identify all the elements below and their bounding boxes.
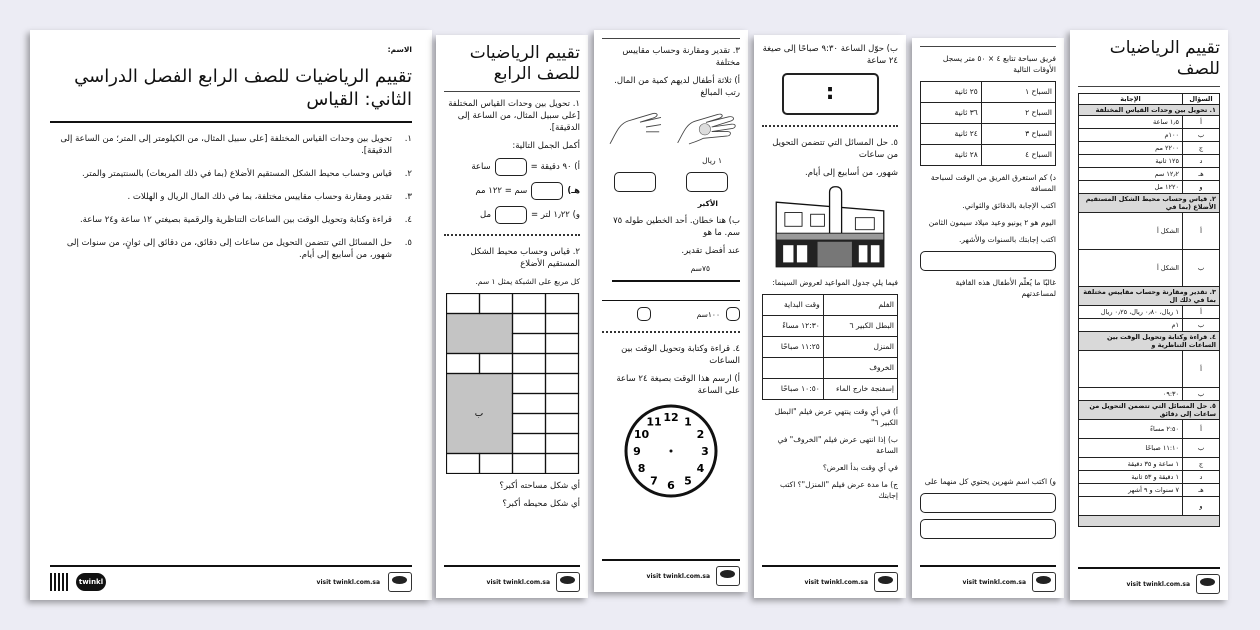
column-header: الفلم <box>823 295 897 316</box>
table-row <box>1079 142 1220 155</box>
table-row <box>763 316 898 337</box>
grid-square <box>513 434 546 454</box>
table-row <box>1079 319 1220 332</box>
question-letter: و <box>1183 181 1220 194</box>
objective-number: ١. <box>404 133 412 144</box>
question-letter: ب <box>1183 250 1220 287</box>
page-title: تقييم الرياضيات للصف الرابع الفصل الدراسي الثاني: القياس <box>74 66 412 110</box>
title-rule <box>1078 86 1220 87</box>
q1f-unit: مل <box>480 210 492 220</box>
answer-box-a[interactable] <box>495 158 527 176</box>
rhyme-space <box>920 305 1056 470</box>
grid-square <box>447 294 480 314</box>
question-3b-note: عند أفضل تقدير. <box>681 246 740 256</box>
footer-url[interactable]: visit twinkl.com.sa <box>962 578 1026 586</box>
qr-code <box>50 573 68 591</box>
section-divider <box>602 331 740 333</box>
question-letter: أ <box>1183 351 1220 388</box>
q1f-label: و) ١٫٢٢ لتر = <box>531 210 580 220</box>
schedule-intro: فيما يلي جدول المواعيد لعروض السينما: <box>772 278 898 287</box>
grid-square <box>546 354 579 374</box>
start-time-cell <box>763 358 824 379</box>
objective-item <box>50 191 412 203</box>
table-row <box>1079 497 1220 516</box>
objective-item <box>50 133 412 157</box>
question-letter: و <box>1183 497 1220 516</box>
film-cell: الخروف <box>823 358 897 379</box>
table-row <box>763 337 898 358</box>
answer-cell: ١٢٢٠ مل <box>1079 181 1183 194</box>
answer-cell: الشكل أ <box>1079 213 1183 250</box>
table-row <box>921 82 1056 103</box>
answer-cell: ١ دقيقة و ٥٣ ثانية <box>1079 471 1183 484</box>
shape-a <box>447 314 513 354</box>
answer-cell <box>1079 351 1183 388</box>
option-label-100cm: ١٠٠سم <box>696 309 720 319</box>
table-row <box>1079 181 1220 194</box>
answer-box-e[interactable] <box>920 251 1056 271</box>
grid-square <box>546 394 579 414</box>
column-header-question: السؤال <box>1183 94 1220 105</box>
instruction-text: أكمل الجمل التالية: <box>512 141 580 151</box>
section-header <box>1079 516 1220 527</box>
worksheet-page-5 <box>912 38 1064 598</box>
table-row <box>1079 484 1220 497</box>
worksheet-page-4 <box>754 35 906 598</box>
grid-square <box>546 434 579 454</box>
objective-number: ٥. <box>404 237 412 248</box>
question-d-text: د) كم استغرق الفريق من الوقت لسباحة المسافة <box>930 173 1056 193</box>
answer-box-e[interactable] <box>531 182 563 200</box>
grid-square <box>513 394 546 414</box>
answer-cell: ١٢٥ ثانية <box>1079 155 1183 168</box>
question-3-text: ٣. تقدير ومقارنة وحساب مقاييس مختلفة <box>622 46 740 68</box>
worksheet-cover-page <box>30 30 432 600</box>
line-length-label: ٧٥سم <box>690 264 710 273</box>
section-header: ٢. قياس وحساب محيط الشكل المستقيم الأضلاع (بما في <box>1079 194 1220 213</box>
mascot-logo <box>874 572 898 592</box>
table-row <box>921 103 1056 124</box>
question-3b-text: ب) هنا خطان. أحد الخطين طوله ٧٥ سم. ما هو <box>613 216 740 238</box>
top-rule <box>920 46 1056 47</box>
area-question: أي شكل مساحته أكبر؟ <box>499 481 580 491</box>
q1a-label: أ) ٩٠ دقيقة = <box>530 162 580 172</box>
square-grid <box>446 293 580 474</box>
question-letter: هـ <box>1183 168 1220 181</box>
clock-number: 12 <box>663 411 679 424</box>
table-row <box>1079 116 1220 129</box>
answer-key-page <box>1070 30 1228 600</box>
footer-url[interactable]: visit twinkl.com.sa <box>486 578 550 586</box>
table-header-row <box>763 295 898 316</box>
footer <box>50 565 412 592</box>
column-header-answer: الإجابة <box>1079 94 1183 105</box>
title-rule <box>50 121 412 123</box>
clock-number: 9 <box>633 445 641 458</box>
table-row <box>1079 351 1220 388</box>
answer-cell: ٠٩:٣٠ <box>1079 388 1183 401</box>
section-header: ١. تحويل بين وحدات القياس المختلفة <box>1079 105 1220 116</box>
largest-label: الأكبر <box>697 199 718 208</box>
answer-cell: ٢:٥٠ مساءً <box>1079 420 1183 439</box>
answer-box-f1[interactable] <box>920 493 1056 513</box>
question-f-text: و) اكتب اسم شهرين يحتوي كل منهما على <box>924 477 1056 486</box>
footer <box>602 559 740 586</box>
title-rule <box>444 91 580 92</box>
objective-text: قراءة وكتابة وتحويل الوقت بين الساعات التناظرية والرقمية بصيغتي ١٢ ساعة و٢٤ ساعة. <box>79 214 392 225</box>
swim-times-table <box>920 81 1056 166</box>
estimate-line <box>602 300 740 302</box>
answer-cell: الشكل أ <box>1079 250 1183 287</box>
worksheet-page-2 <box>436 35 588 598</box>
clock-number: 7 <box>650 474 658 488</box>
question-letter: أ <box>1183 116 1220 129</box>
column-header: وقت البداية <box>763 295 824 316</box>
grid-square <box>513 334 546 354</box>
q1e-label: هـ) <box>567 186 580 196</box>
table-row <box>1079 250 1220 287</box>
hand-image <box>604 105 664 149</box>
question-5a-text: أ) في أي وقت ينتهي عرض فيلم "البطل الكبير ٦" <box>774 407 898 427</box>
answer-cell: ١٠٠م <box>1079 129 1183 142</box>
table-row <box>1079 471 1220 484</box>
answer-box-largest[interactable] <box>686 172 728 192</box>
grid-square <box>546 454 579 474</box>
twinkl-logo: twinkl <box>76 573 106 591</box>
answer-cell: ١ ساعة و ٣٥ دقيقة <box>1079 458 1183 471</box>
question-5-text-cont: شهور، من أسابيع إلى أيام. <box>805 168 898 178</box>
time-cell: ٣٦ ثانية <box>921 103 982 124</box>
footer-url[interactable]: visit twinkl.com.sa <box>804 578 868 586</box>
question-letter: أ <box>1183 420 1220 439</box>
question-2-text: ٢. قياس وحساب محيط الشكل المستقيم الأضلاع <box>470 247 580 269</box>
answer-cell: ١١:١٠ صباحًا <box>1079 439 1183 458</box>
question-1-text: ١. تحويل بين وحدات القياس المختلفة [على سبيل المثال، من الساعة إلى الدقيقة]. <box>448 99 580 133</box>
analog-clock[interactable] <box>623 403 719 499</box>
answer-box-middle[interactable] <box>614 172 656 192</box>
film-cell: المنزل <box>823 337 897 358</box>
answer-cell: ١٫٥ ساعة <box>1079 116 1183 129</box>
grid-square <box>447 454 480 474</box>
question-5b-text-cont: في أي وقت بدأ العرض؟ <box>822 463 898 472</box>
table-row <box>1079 168 1220 181</box>
question-letter: ب <box>1183 319 1220 332</box>
grid-square <box>513 294 546 314</box>
table-row <box>1079 213 1220 250</box>
question-letter: ب <box>1183 129 1220 142</box>
top-rule <box>602 38 740 39</box>
grid-square <box>546 334 579 354</box>
footer-url[interactable]: visit twinkl.com.sa <box>316 578 380 586</box>
table-header-row <box>1079 94 1220 105</box>
clock-number: 8 <box>637 462 646 475</box>
time-cell: ٢٤ ثانية <box>921 124 982 145</box>
option-checkbox-100cm[interactable] <box>726 307 740 321</box>
mascot-logo <box>1196 574 1220 594</box>
section-row <box>1079 401 1220 420</box>
table-row <box>1079 129 1220 142</box>
question-letter: أ <box>1183 306 1220 319</box>
footer <box>920 565 1056 592</box>
start-time-cell: ١١:٢٥ صباحًا <box>763 337 824 358</box>
question-e-text: اليوم هو ٢ يونيو وعيد ميلاد سيمون الثامن <box>928 218 1056 227</box>
question-5-text: ٥. حل المسائل التي تتضمن التحويل من ساعات <box>772 138 898 160</box>
table-row <box>1079 306 1220 319</box>
section-divider <box>762 125 898 127</box>
swim-intro: فريق سباحة تتابع ٤ × ٥٠ متر يسجل الأوقات التالية <box>942 54 1056 74</box>
grid-square <box>447 354 480 374</box>
mascot-logo <box>1032 572 1056 592</box>
objective-item <box>50 168 412 180</box>
q1a-unit: ساعة <box>471 162 491 172</box>
rhyme-text: غالبًا ما يُعلّم الأطفال هذه القافية لمساعدتهم <box>955 278 1056 298</box>
q1e-text: سم = ١٢٢ مم <box>475 186 528 196</box>
mascot-logo <box>556 572 580 592</box>
answer-key-table <box>1078 93 1220 527</box>
grid-square <box>546 294 579 314</box>
mascot-logo <box>716 566 740 586</box>
answer-cell: ٢٢٠٠ مم <box>1079 142 1183 155</box>
page-title: تقييم الرياضيات للصف <box>1109 38 1220 79</box>
clock-number: 5 <box>684 474 692 488</box>
reference-line <box>612 280 740 282</box>
time-cell: ٢٨ ثانية <box>921 145 982 166</box>
objective-number: ٢. <box>404 168 412 179</box>
answer-box-f2[interactable] <box>920 519 1056 539</box>
grid-square <box>480 294 513 314</box>
answer-cell: ١ ريال، ٠٫٨٠ ريال، ٠٫٢٥ ريال <box>1079 306 1183 319</box>
question-letter: د <box>1183 155 1220 168</box>
table-row <box>1079 155 1220 168</box>
clock-number: 11 <box>646 415 662 429</box>
swimmer-cell: السباح ١ <box>981 82 1055 103</box>
objective-number: ٤. <box>404 214 412 225</box>
objectives-list <box>50 133 412 272</box>
objective-item <box>50 237 412 261</box>
clock-center <box>670 450 673 453</box>
section-header: ٤. قراءة وكتابة وتحويل الوقت بين الساعات التناظرية و <box>1079 332 1220 351</box>
swimmer-cell: السباح ٣ <box>981 124 1055 145</box>
grid-square <box>546 314 579 334</box>
section-row <box>1079 287 1220 306</box>
coin-label: ١ ريال <box>702 156 722 165</box>
name-label: الاسم: <box>387 45 412 54</box>
answer-box-f[interactable] <box>495 206 527 224</box>
section-row <box>1079 194 1220 213</box>
objective-item <box>50 214 412 226</box>
digital-clock-box[interactable] <box>782 73 879 115</box>
table-row <box>921 145 1056 166</box>
answer-cell: ١م <box>1079 319 1183 332</box>
section-row <box>1079 332 1220 351</box>
question-5c-text: ج) ما مدة عرض فيلم "المنزل"؟ اكتب إجابتك <box>780 480 898 500</box>
footer-url[interactable]: visit twinkl.com.sa <box>646 572 710 580</box>
grid-square <box>546 414 579 434</box>
question-4a-text: أ) ارسم هذا الوقت بصيغة ٢٤ ساعة على الساعة <box>616 374 740 396</box>
digital-clock-colon: : <box>825 80 835 105</box>
objective-text: حل المسائل التي تتضمن التحويل من ساعات إلى دقائق، من دقائق إلى ثوانٍ، من سنوات إلى شهور، من أسابيع إلى أيام. <box>66 237 392 260</box>
footer-url[interactable]: visit twinkl.com.sa <box>1126 580 1190 588</box>
mascot-logo <box>388 572 412 592</box>
film-cell: إسفنجة خارج الماء <box>823 379 897 400</box>
footer <box>444 565 580 592</box>
grid-square <box>546 374 579 394</box>
grid-square <box>480 454 513 474</box>
time-cell: ٢٥ ثانية <box>921 82 982 103</box>
question-letter: ج <box>1183 142 1220 155</box>
grid-square <box>480 354 513 374</box>
question-4b-text: ب) حوّل الساعة ٩:٣٠ صباحًا إلى صيغة ٢٤ ساعة <box>762 44 898 66</box>
question-letter: هـ <box>1183 484 1220 497</box>
grid-square <box>513 314 546 334</box>
objective-number: ٣. <box>404 191 412 202</box>
question-letter: ب <box>1183 439 1220 458</box>
question-letter: ب <box>1183 388 1220 401</box>
page-title: تقييم الرياضيات للصف الرابع <box>469 43 580 84</box>
question-5b-text: ب) إذا انتهى عرض فيلم "الخروف" في الساعة <box>777 435 898 455</box>
section-divider <box>444 234 580 236</box>
table-row <box>763 379 898 400</box>
clock-number: 3 <box>701 445 709 458</box>
question-letter: د <box>1183 471 1220 484</box>
answer-cell <box>1079 497 1183 516</box>
table-row <box>1079 439 1220 458</box>
clock-number: 6 <box>667 479 675 492</box>
footer <box>762 565 898 592</box>
table-row <box>921 124 1056 145</box>
objective-text: تحويل بين وحدات القياس المختلفة [على سبيل المثال، من الكيلومتر إلى المتر؛ من الساعة إلى الدقيقة]. <box>60 133 392 156</box>
table-row <box>1079 388 1220 401</box>
question-d-note: اكتب الإجابة بالدقائق والثواني. <box>962 201 1056 210</box>
section-header: ٣. تقدير ومقارنة وحساب مقاييس مختلفة بما في ذلك ال <box>1079 287 1220 306</box>
start-time-cell: ١٠:٥٠ صباحًا <box>763 379 824 400</box>
swimmer-cell: السباح ٢ <box>981 103 1055 124</box>
perimeter-question: أي شكل محيطه أكبر؟ <box>502 499 580 509</box>
film-cell: البطل الكبير ٦ <box>823 316 897 337</box>
answer-cell: ١٢٫٢ سم <box>1079 168 1183 181</box>
grid-square <box>513 454 546 474</box>
answer-cell: ٧ سنوات و ٩ أشهر <box>1079 484 1183 497</box>
question-4-text: ٤. قراءة وكتابة وتحويل الوقت بين الساعات <box>621 344 740 366</box>
objective-text: قياس وحساب محيط الشكل المستقيم الأضلاع (بما في ذلك المربعات) بالسنتيمتر والمتر. <box>81 168 392 179</box>
hand-with-coin-image <box>672 105 740 149</box>
grid-note: كل مربع على الشبكة يمثل ١ سم. <box>475 277 580 286</box>
grid-square <box>513 374 546 394</box>
swimmer-cell: السباح ٤ <box>981 145 1055 166</box>
shape-b-label: ب <box>474 409 484 419</box>
worksheet-page-3 <box>594 30 748 592</box>
question-e-note: اكتب إجابتك بالسنوات والأشهر. <box>959 235 1056 244</box>
section-header: ٥. حل المسائل التي تتضمن التحويل من ساعات إلى دقائق <box>1079 401 1220 420</box>
table-row <box>1079 420 1220 439</box>
table-row <box>1079 458 1220 471</box>
clock-number: 2 <box>696 428 705 441</box>
clock-number: 10 <box>633 428 650 441</box>
clock-number: 1 <box>684 415 692 429</box>
section-row <box>1079 516 1220 527</box>
footer <box>1078 567 1220 594</box>
start-time-cell: ١٢:٣٠ مساءً <box>763 316 824 337</box>
objective-text: تقدير ومقارنة وحساب مقاييس مختلفة، بما في ذلك المال الريال و الهللات . <box>127 191 392 202</box>
cinema-schedule-table <box>762 294 898 400</box>
question-3a-text: أ) ثلاثة أطفال لديهم كمية من المال. رتب المبالغ <box>614 76 740 98</box>
option-checkbox[interactable] <box>637 307 651 321</box>
grid-square <box>513 354 546 374</box>
grid-square <box>513 414 546 434</box>
question-letter: أ <box>1183 213 1220 250</box>
table-row <box>763 358 898 379</box>
clock-number: 4 <box>696 462 705 475</box>
cinema-building-image <box>770 185 890 271</box>
section-row <box>1079 105 1220 116</box>
question-letter: ج <box>1183 458 1220 471</box>
